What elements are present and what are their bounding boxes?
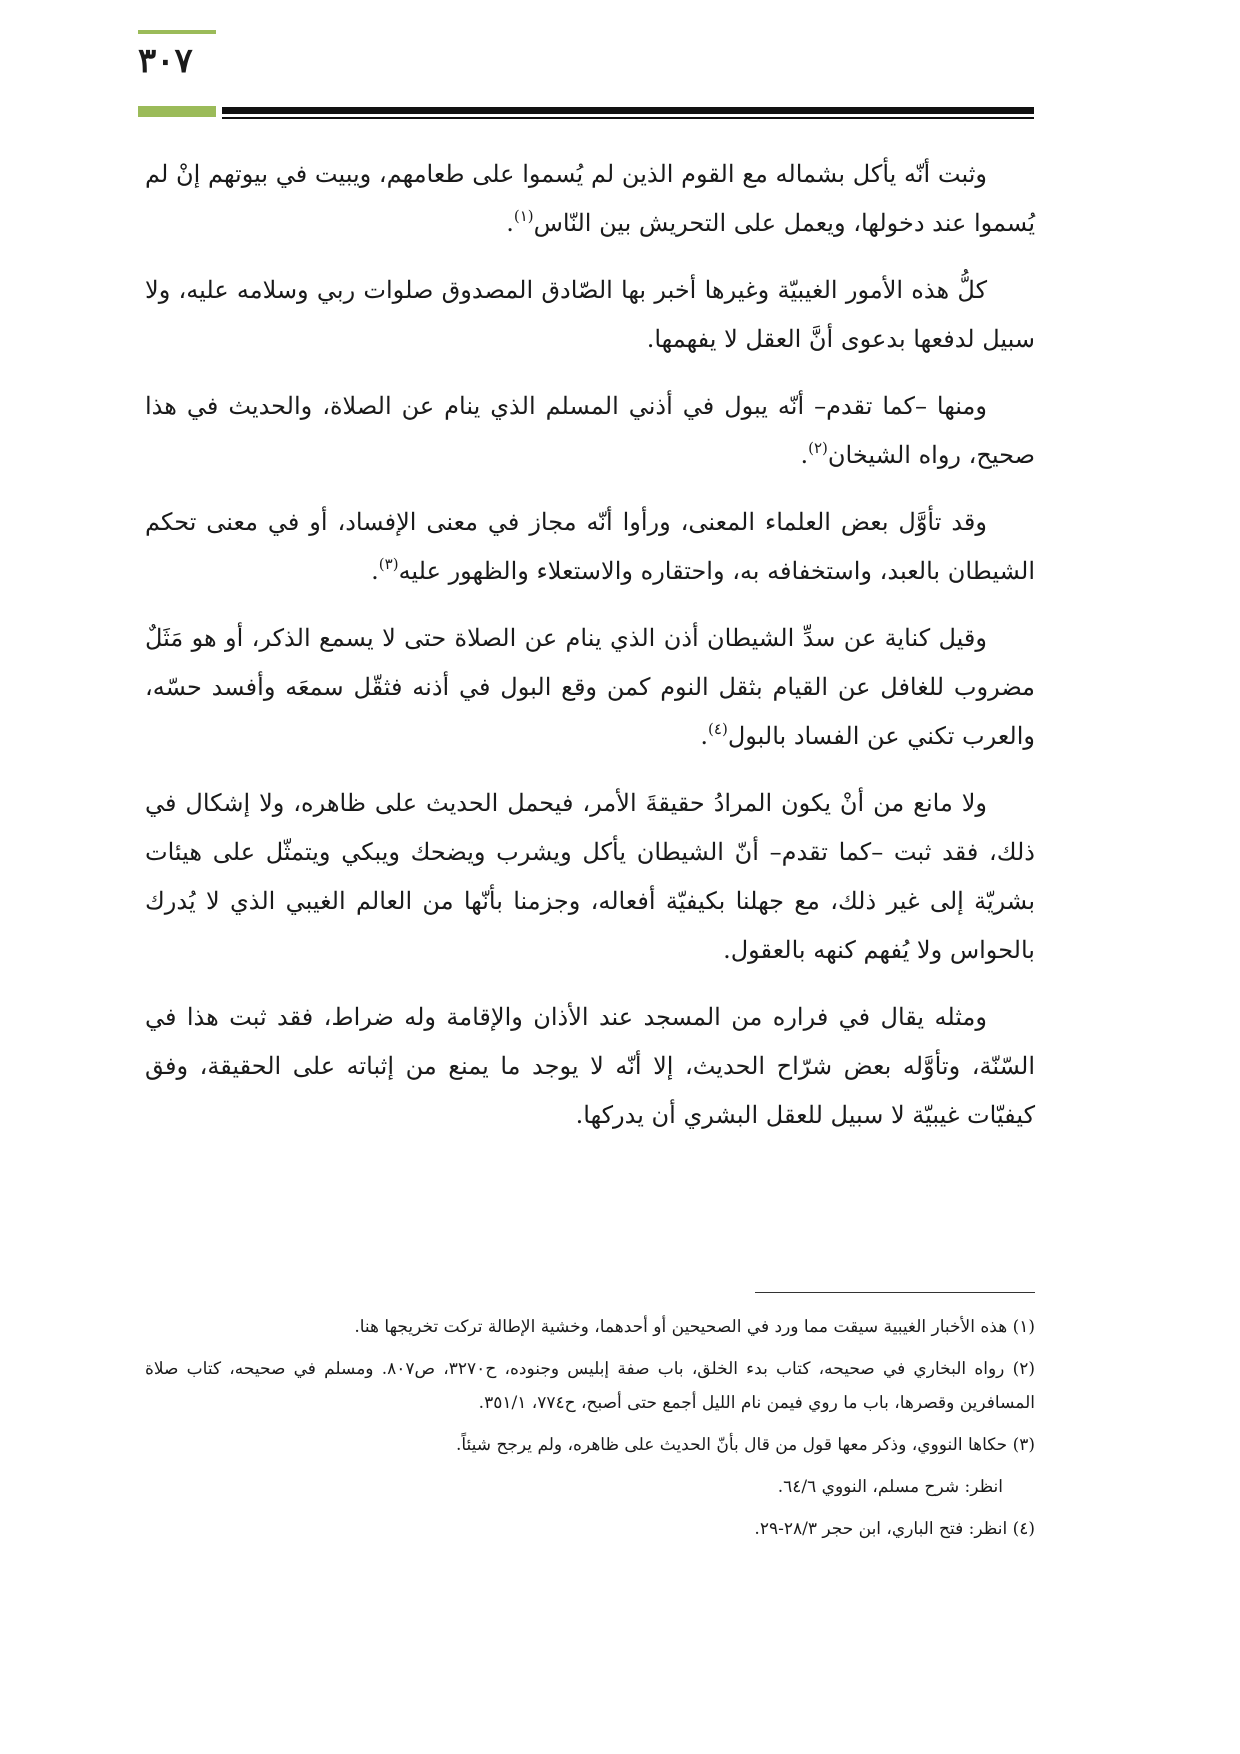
paragraph-text: وثبت أنّه يأكل بشماله مع القوم الذين لم يُسموا على طعامهم، ويبيت في بيوتهم إنْ لم يُسموا عند دخولها، ويعمل على التحريش بين النّاس bbox=[145, 160, 1035, 237]
paragraph-3 bbox=[145, 382, 1035, 480]
paragraph-text: ومثله يقال في فراره من المسجد عند الأذان والإقامة وله ضراط، فقد ثبت هذا في السّنّة، وتأوَّله بعض شرّاح الحديث، إلا أنّه لا يوجد ما يمنع من إثباته على الحقيقة، وفق كيفيّات غيبيّة لا سبيل للعقل البشري أن يدركها. bbox=[145, 1003, 1035, 1129]
footnote-ref-2: (٢) bbox=[808, 439, 828, 457]
paragraph-text: كلُّ هذه الأمور الغيبيّة وغيرها أخبر بها الصّادق المصدوق صلوات ربي وسلامه عليه، ولا سبيل لدفعها بدعوى أنَّ العقل لا يفهمها. bbox=[145, 276, 1035, 353]
paragraph-tail: . bbox=[371, 557, 379, 585]
paragraph-text: ومنها –كما تقدم– أنّه يبول في أذني المسلم الذي ينام عن الصلاة، والحديث في هذا صحيح، رواه الشيخان bbox=[145, 392, 1035, 469]
header-accent-bar-bottom bbox=[138, 106, 216, 117]
paragraph-tail: . bbox=[800, 441, 809, 469]
paragraph-tail: . bbox=[700, 722, 709, 750]
footnote-ref-4: (٤) bbox=[708, 720, 728, 738]
footnote-ref-1: (١) bbox=[513, 207, 534, 225]
body-text bbox=[145, 150, 1035, 1158]
paragraph-5 bbox=[145, 614, 1035, 761]
header-accent-bar-top bbox=[138, 30, 216, 34]
paragraph-4 bbox=[145, 498, 1035, 596]
footnote-ref-3: (٣) bbox=[378, 555, 399, 573]
footnotes bbox=[145, 1310, 1035, 1554]
header-rule-thin bbox=[222, 117, 1034, 119]
footnote-separator bbox=[755, 1292, 1035, 1293]
footnote-2: (٢) رواه البخاري في صحيحه، كتاب بدء الخلق، باب صفة إبليس وجنوده، ح٣٢٧٠، ص٨٠٧. ومسلم في صحيحه، كتاب صلاة المسافرين وقصرها، باب ما روي فيمن نام الليل أجمع حتى أصبح، ح٧٧٤، ٣٥١/١. bbox=[145, 1359, 1035, 1413]
paragraph-7 bbox=[145, 993, 1035, 1140]
paragraph-text: وقد تأوَّل بعض العلماء المعنى، ورأوا أنّه مجاز في معنى الإفساد، أو في معنى تحكم الشيطان بالعبد، واستخفافه به، واحتقاره والاستعلاء والظهور عليه bbox=[145, 508, 1035, 585]
page-number: ٣٠٧ bbox=[138, 41, 193, 81]
footnote-4: (٤) انظر: فتح الباري، ابن حجر ٢٨/٣-٢٩. bbox=[754, 1519, 1035, 1539]
footnote-3-continuation: انظر: شرح مسلم، النووي ٦٤/٦. bbox=[777, 1477, 1003, 1497]
paragraph-text: وقيل كناية عن سدِّ الشيطان أذن الذي ينام عن الصلاة حتى لا يسمع الذكر، أو هو مَثَلٌ مضروب للغافل عن القيام بثقل النوم كمن وقع البول في أذنه فثقّل سمعَه وأفسد حسّه، والعرب تكني عن الفساد بالبول bbox=[145, 624, 1035, 750]
paragraph-tail: . bbox=[506, 209, 514, 237]
footnote-1: (١) هذه الأخبار الغيبية سيقت مما ورد في الصحيحين أو أحدهما، وخشية الإطالة تركت تخريجها هنا. bbox=[354, 1317, 1035, 1337]
paragraph-1 bbox=[145, 150, 1035, 248]
paragraph-2 bbox=[145, 266, 1035, 364]
paragraph-text: ولا مانع من أنْ يكون المرادُ حقيقةَ الأمر، فيحمل الحديث على ظاهره، ولا إشكال في ذلك، فقد ثبت –كما تقدم– أنّ الشيطان يأكل ويشرب ويضحك ويبكي ويتمثّل على هيئات بشريّة إلى غير ذلك، مع جهلنا بكيفيّة أفعاله، وجزمنا بأنّها من العالم الغيبي الذي لا يُدرك بالحواس ولا يُفهم كنهه بالعقول. bbox=[145, 789, 1035, 964]
header-rule-thick bbox=[222, 107, 1034, 114]
footnote-3: (٣) حكاها النووي، وذكر معها قول من قال بأنّ الحديث على ظاهره، ولم يرجح شيئاً. bbox=[455, 1435, 1035, 1455]
paragraph-6 bbox=[145, 779, 1035, 975]
